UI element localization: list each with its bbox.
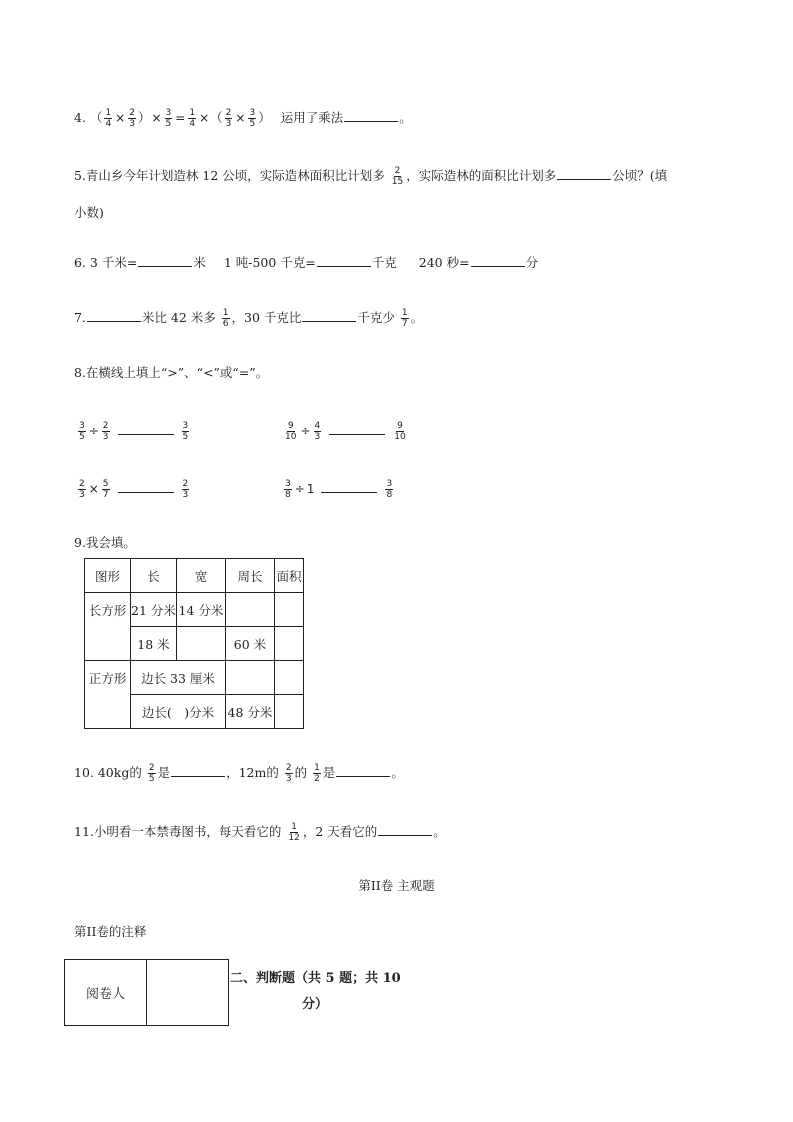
grader-box — [64, 959, 229, 1026]
period: 。 — [433, 824, 446, 839]
question-8: 8.在横线上填上“>”、“<”或“=”。 — [74, 365, 269, 380]
paren: （ — [210, 110, 223, 125]
number: 1 — [306, 482, 315, 496]
q7-text-c: ，30 千克比 — [231, 310, 302, 325]
fraction: $\frac{1}{4}$ — [105, 108, 112, 129]
answer-blank[interactable] — [118, 480, 174, 493]
q10-text-d: 的 — [294, 765, 308, 780]
q11-text-b: ，2 天看它的 — [302, 824, 378, 839]
part-title: 第II卷 主观题 — [358, 878, 435, 893]
question-10 — [74, 763, 404, 784]
fraction: $\frac{2}{5}$ — [148, 763, 155, 784]
compare-item: $\frac{3}{5}$ ÷ $\frac{2}{3}$ $\frac{3}{5}$ — [79, 421, 189, 442]
answer-blank[interactable] — [118, 422, 174, 435]
times-sign: × — [151, 111, 162, 125]
table-cell-empty[interactable] — [226, 661, 275, 695]
q5-text: 5.青山乡今年计划造林 12 公顷，实际造林面积比计划多 — [74, 168, 385, 183]
table-cell: 边长 33 厘米 — [131, 661, 226, 695]
compare-item: $\frac{9}{10}$ ÷ $\frac{4}{3}$ $\frac{9}{10}$ — [285, 421, 406, 442]
q6-text-e: 240 秒= — [418, 255, 470, 270]
divide-sign: ÷ — [88, 424, 99, 438]
table-cell-empty[interactable] — [177, 627, 226, 661]
fraction: $\frac{2}{3}$ — [285, 763, 292, 784]
answer-blank[interactable] — [336, 764, 390, 777]
q6-unit-b: 米 — [193, 255, 206, 270]
q7-text-d: 千克少 — [357, 310, 395, 325]
table-row — [85, 593, 304, 627]
table-cell: 18 米 — [131, 627, 177, 661]
section-heading — [230, 966, 420, 1018]
question-5-continued: 小数) — [74, 205, 104, 220]
q10-text-a: 10. 40kg的 — [74, 765, 142, 780]
answer-blank[interactable] — [171, 764, 225, 777]
table-cell-empty[interactable] — [275, 593, 304, 627]
divide-sign: ÷ — [300, 424, 311, 438]
q6-text-a: 6. 3 千米= — [74, 255, 138, 270]
q7-text-b: 米比 42 米多 — [141, 310, 216, 325]
table-header: 面积 — [275, 559, 304, 593]
times-sign: × — [199, 111, 210, 125]
equals-sign: = — [175, 111, 186, 125]
times-sign: × — [115, 111, 126, 125]
paren: ） — [137, 110, 151, 125]
q10-text-c: ，12m的 — [226, 765, 279, 780]
answer-blank[interactable] — [378, 823, 432, 836]
table-cell: 边长( )分米 — [131, 695, 226, 729]
compare-item: $\frac{2}{3}$ × $\frac{5}{7}$ $\frac{2}{3}$ — [79, 479, 189, 500]
table-cell-empty[interactable] — [226, 593, 275, 627]
q6-unit-f: 分 — [525, 255, 539, 270]
q6-text-c: 1 吨-500 千克= — [223, 255, 316, 270]
table-cell: 21 分米 — [131, 593, 177, 627]
fraction: $\frac{1}{6}$ — [222, 308, 229, 329]
q5-text-b: ，实际造林的面积比计划多 — [406, 168, 557, 183]
q4-text: 运用了乘法 — [280, 110, 344, 125]
table-cell: 48 分米 — [226, 695, 275, 729]
question-7 — [74, 308, 423, 329]
paren: ） — [258, 110, 271, 125]
q7-number: 7. — [74, 310, 86, 325]
q11-text-a: 11.小明看一本禁毒图书，每天看它的 — [74, 824, 282, 839]
q10-text-e: 是 — [322, 765, 336, 780]
divide-sign: ÷ — [294, 482, 305, 496]
row-label: 长方形 — [85, 593, 131, 661]
period: 。 — [391, 765, 404, 780]
part-note: 第II卷的注释 — [74, 924, 147, 939]
table-cell: 14 分米 — [177, 593, 226, 627]
answer-blank[interactable] — [321, 480, 377, 493]
answer-blank[interactable] — [317, 254, 371, 267]
question-6 — [74, 254, 538, 272]
answer-blank[interactable] — [138, 254, 192, 267]
compare-item: $\frac{3}{8}$ ÷ 1 $\frac{3}{8}$ — [285, 479, 393, 500]
fraction: $\frac{1}{2}$ — [314, 763, 320, 784]
q6-unit-d: 千克 — [371, 255, 397, 270]
table-cell: 60 米 — [226, 627, 275, 661]
grader-signature-cell[interactable] — [147, 960, 229, 1026]
fraction: $\frac{2}{3}$ — [225, 108, 232, 129]
question-4 — [74, 108, 412, 129]
answer-blank[interactable] — [329, 422, 385, 435]
fraction: $\frac{2}{15}$ — [391, 166, 404, 187]
fraction: $\frac{1}{12}$ — [288, 822, 300, 843]
answer-blank[interactable] — [471, 254, 525, 267]
table-cell-empty[interactable] — [275, 695, 304, 729]
table-header: 周长 — [226, 559, 275, 593]
table-header: 宽 — [177, 559, 226, 593]
fraction: $\frac{2}{3}$ — [129, 108, 135, 129]
answer-blank[interactable] — [302, 309, 356, 322]
fraction: $\frac{3}{5}$ — [165, 108, 172, 129]
period: 。 — [399, 110, 412, 125]
table-header-row — [85, 559, 304, 593]
answer-blank[interactable] — [557, 167, 611, 180]
grader-label: 阅卷人 — [65, 960, 147, 1026]
period: 。 — [410, 310, 424, 325]
times-sign: × — [88, 482, 99, 496]
paren: （ — [89, 110, 103, 125]
answer-blank[interactable] — [87, 309, 141, 322]
row-label: 正方形 — [85, 661, 131, 729]
table-cell-empty[interactable] — [275, 627, 304, 661]
table-header: 图形 — [85, 559, 131, 593]
table-header: 长 — [131, 559, 177, 593]
question-11 — [74, 822, 446, 843]
q4-number: 4. — [74, 110, 86, 125]
fill-table — [84, 558, 304, 729]
table-cell-empty[interactable] — [275, 661, 304, 695]
q5-text-c: 公顷？(填 — [612, 168, 668, 183]
question-5 — [74, 166, 667, 187]
question-9: 9.我会填。 — [74, 535, 136, 550]
section-heading-line2: 分） — [302, 997, 329, 1012]
q10-text-b: 是 — [157, 765, 171, 780]
answer-blank[interactable] — [344, 109, 398, 122]
fraction: $\frac{3}{5}$ — [249, 108, 256, 129]
fraction: $\frac{1}{4}$ — [189, 108, 196, 129]
fraction: $\frac{1}{7}$ — [401, 308, 408, 329]
table-row — [85, 661, 304, 695]
times-sign: × — [235, 111, 246, 125]
section-heading-line1: 二、判断题（共 5 题；共 10 — [230, 971, 401, 986]
